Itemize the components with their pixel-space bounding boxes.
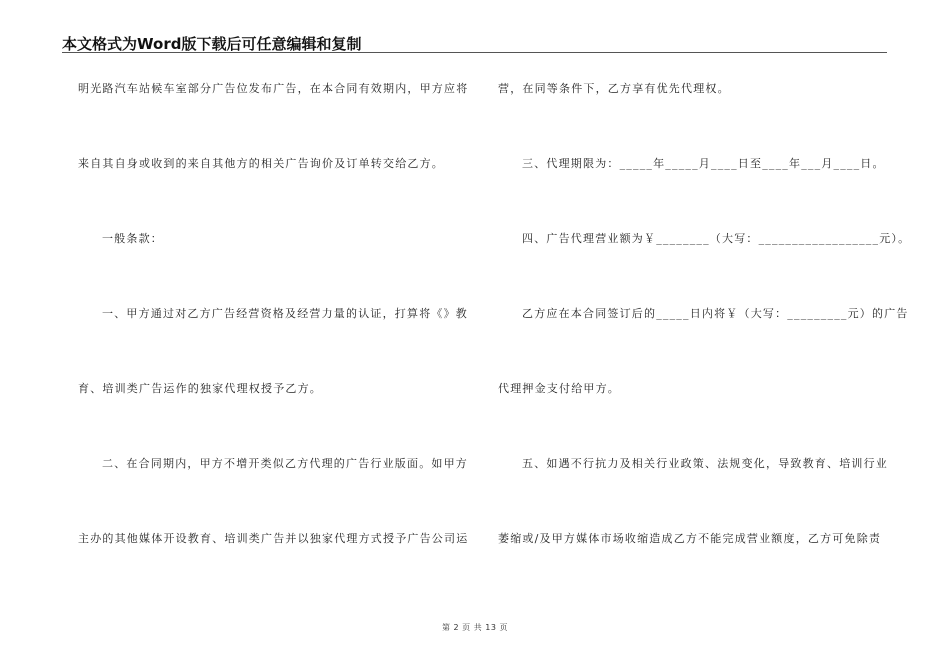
page-footer-number: 第 2 页 共 13 页 bbox=[442, 623, 508, 632]
left-line-4: 一、甲方通过对乙方广告经营资格及经营力量的认证，打算将《》教 bbox=[102, 307, 468, 320]
right-line-5: 代理押金支付给甲方。 bbox=[498, 382, 620, 395]
right-line-1: 营，在同等条件下，乙方享有优先代理权。 bbox=[498, 82, 730, 95]
left-line-6: 二、在合同期内，甲方不增开类似乙方代理的广告行业版面。如甲方 bbox=[102, 457, 468, 470]
right-line-2: 三、代理期限为：_____年_____月____日至____年___月____日。 bbox=[522, 157, 885, 170]
right-line-7: 萎缩或/及甲方媒体市场收缩造成乙方不能完成营业额度，乙方可免除责 bbox=[498, 532, 882, 545]
left-line-2: 来自其自身或收到的来自其他方的相关广告询价及订单转交给乙方。 bbox=[78, 157, 444, 170]
left-line-3: 一般条款： bbox=[102, 232, 163, 245]
page-header-title: 本文格式为Word版下载后可任意编辑和复制 bbox=[62, 35, 362, 53]
left-line-7: 主办的其他媒体开设教育、培训类广告并以独家代理方式授予广告公司运 bbox=[78, 532, 469, 545]
left-line-5: 育、培训类广告运作的独家代理权授予乙方。 bbox=[78, 382, 322, 395]
right-line-3: 四、广告代理营业额为￥________（大写：__________________元）。 bbox=[522, 232, 911, 245]
right-line-4: 乙方应在本合同签订后的_____日内将￥（大写：_________元）的广告 bbox=[522, 307, 909, 320]
header-divider bbox=[62, 52, 887, 53]
left-line-1: 明光路汽车站候车室部分广告位发布广告，在本合同有效期内，甲方应将 bbox=[78, 82, 469, 95]
right-line-6: 五、如遇不行抗力及相关行业政策、法规变化，导致教育、培训行业 bbox=[522, 457, 888, 470]
